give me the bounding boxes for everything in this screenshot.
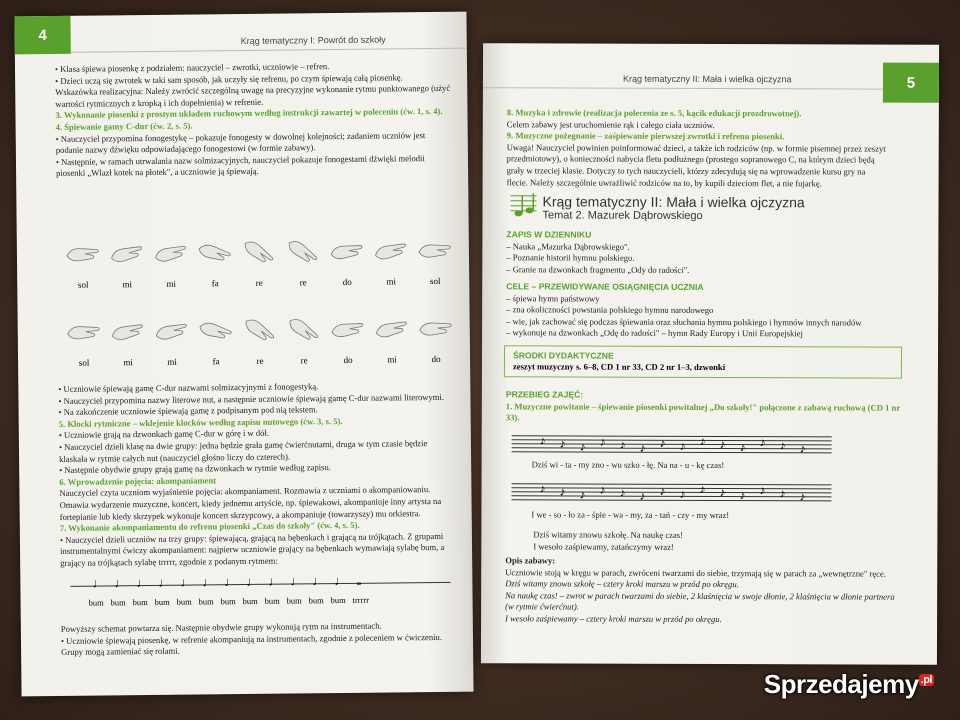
hand-sign-icon [416,308,456,348]
music-note: ♪ [659,483,666,498]
paragraph: Dziś witamy znowu szkołę – cztery kroki marszu w przód po okręgu. [505,578,739,590]
paragraph: Wskazówka realizacyjna: Należy zwrócić szczególną uwagę na precyzyjne wykonanie rytmu punktowanego (użyć wartości rytmicznych z kropką i ich dopełnienia) w refrenie. [55,83,451,109]
rhythm-syllable: bum [176,596,192,607]
paragraph: • Nauczyciel przypomina nazwy literowe nut, a następnie uczniowie śpiewają gamę C-dur nazwami literowymi. [58,391,445,406]
lyrics-line-1: Dziś wi - ta - my zno - wu szko - łę. Na na - u - kę czas! [531,459,725,471]
list-item: – śpiewa hymn państwowy [506,292,600,304]
rhythm-note: ♩ [202,574,216,590]
paragraph: Uczniowie stoją w kręgu w parach, zwróceni twarzami do siebie, trzymają się w parach za „wewnętrzne" ręce. [505,566,887,579]
hand-sign-icon [283,231,323,271]
aids-heading: ŚRODKI DYDAKTYCZNE [512,350,614,361]
goals-heading: CELE – PRZEWIDYWANE OSIĄGNIĘCIA UCZNIA [506,281,704,292]
music-note: ♪ [579,487,586,502]
music-note: ♪ [799,489,806,504]
paragraph: • Nauczyciel przypomina fonogestykę – pokazuje fonogesty w dowolnej kolejności; zadaniem uczniów jest podanie nazwy dźwięku odpowiadającego fonogestowi (w formie zabawy). [55,129,426,156]
game-heading: Opis zabawy: [505,555,556,566]
rhythm-note: ♩ [290,573,304,589]
solmization-label: mi [123,357,133,368]
hand-sign-icon [108,311,148,351]
paragraph: Celem zabawy jest uruchomienie rąk i całego ciała uczniów. [506,118,715,130]
hand-sign-icon [152,311,192,351]
solmization-label: re [255,277,263,288]
watermark-text: Sprzedajemy [763,669,919,699]
rhythm-notation [70,572,451,628]
hand-sign-icon [64,311,104,351]
game-description [505,555,905,626]
music-note: ♪ [699,481,706,496]
hand-sign-icon [284,309,324,349]
left-page [14,12,473,697]
rhythm-syllable: bum [286,595,302,606]
music-note: ♪ [559,436,566,451]
text-block-1 [55,60,451,180]
solmization-label: fa [212,356,220,367]
rhythm-note: ♩ [136,575,150,591]
rhythm-syllable: bum [132,597,148,608]
watermark-logo [764,669,934,700]
paragraph: • Uczniowie śpiewają piosenkę, w refrenie akompaniują na instrumentach, zgodnie z poleceniem w ćwiczeniu. Grupy mogą zamieniać się rolami. [60,631,443,658]
music-note: ♪ [639,488,646,503]
section-heading: 4. Śpiewanie gamy C-dur (ćw. 2, s. 5). [55,120,193,132]
rhythm-syllable: trrrrr [352,594,370,605]
hand-sign-icon [328,309,368,349]
hand-sign-icon [195,232,235,272]
list-item: – zna okoliczności powstania polskiego hymnu narodowego [506,304,714,316]
paragraph: • Uczniowie śpiewają gamę C-dur nazwami solmizacyjnymi z fonogestyką. [58,381,319,394]
solmization-label: sol [77,279,89,290]
rhythm-note: ♩ [246,573,260,589]
music-note: ♪ [619,485,626,500]
text-block-1 [507,107,887,189]
music-note: ♪ [679,486,686,501]
rhythm-note: ♩ [268,573,282,589]
hand-signs-row-2 [64,308,453,378]
hand-sign-icon [327,231,367,271]
rhythm-note: ♩ [114,575,128,591]
rhythm-note: 𝅝 [356,572,362,588]
list-item: – Nauka „Mazurka Dąbrowskiego". [506,240,630,252]
section-heading: 9. Muzyczne pożegnanie – zaśpiewanie pierwszej zwrotki i refrenu piosenki. [506,130,785,142]
solmization-label: re [300,355,308,366]
solmization-label: mi [166,278,177,289]
music-staff-2 [511,479,831,506]
music-note: ♪ [639,440,646,455]
solmization-label: mi [122,279,133,290]
solmization-label: re [256,355,264,366]
solmization-label: sol [429,275,441,287]
music-note: ♪ [599,434,606,449]
music-note: ♪ [739,440,746,455]
hand-sign-icon [239,232,279,272]
rhythm-syllable: bum [198,596,214,607]
list-item: – Granie na dzwonkach fragmentu „Ody do radości". [506,264,690,275]
solmization-label: fa [211,278,219,289]
rhythm-note: ♩ [334,572,348,589]
music-note: ♪ [719,437,726,452]
solmization-label: sol [78,357,90,368]
music-note: ♪ [699,433,706,448]
paragraph: I wesoło zaśpiewamy – cztery kroki marszu w przód po okręgu. [505,613,722,625]
theme-subtitle: Temat 2. Mazurek Dąbrowskiego [542,209,703,222]
list-item: – Poznanie historii hymnu polskiego. [506,252,635,263]
hand-sign-icon [196,310,236,350]
solmization-label: do [431,353,441,365]
paragraph: • Na zakończenie uczniowie śpiewają gamę z podpisanym pod nią tekstem. [58,404,318,418]
hand-sign-icon [107,233,147,273]
lyrics-line-2: I we - so - ło za - śpie - wa - my, za - tań - czy - my wraz! [531,509,730,521]
rhythm-note: ♩ [180,574,194,590]
rhythm-syllable: bum [110,597,126,608]
rhythm-syllable: bum [242,595,258,607]
music-note: ♪ [779,438,786,453]
paragraph: Na naukę czas! – zwrot w parach twarzami do siebie, 2 klaśnięcia w swoje dłonie, 2 klaśnięcia w dłonie partnera (w rytmie ćwierćnut). [505,590,895,612]
hand-sign-icon [63,233,103,273]
rhythm-syllable: bum [154,596,170,607]
music-note: ♪ [539,481,546,496]
section-heading: 5. Klocki rytmiczne – wklejenie klocków według zapisu nutowego (ćw. 3, s. 5). [58,415,343,429]
aids-box [504,345,902,378]
paragraph: Uwaga! Nauczyciel powinien poinformować dzieci, a także ich rodziców (np. w formie pisemnej przez zeszyt przedmiotowy), o konieczności nabycia fletu podłużnego (prostego sopranowego C, na którym dzieci będą grały w trzeciej klasie. Dotyczy to tych nauczycieli, którzy zdecydują się na wprowadzenie kursu gry na flecie. Należy szczególnie uwrażliwić rodziców na to, by kupili dzieciom flet, a nie fujarkę. [506,142,886,188]
running-head: Krąg tematyczny I: Powrót do szkoły [71,34,467,53]
rhythm-syllable: bum [88,597,104,608]
running-head: Krąg tematyczny II: Mała i wielka ojczyzna [483,73,883,89]
journal-section [506,229,886,277]
list-item: – wykonuje na dzwonkach „Odę do radości" – hymn Rady Europy i Unii Europejskiej [506,327,803,339]
text-block-2 [58,380,455,570]
page-number: 5 [883,63,939,103]
song-line: Dziś witamy znowu szkołę. Na naukę czas! [533,529,684,540]
hand-signs-row-1 [63,230,452,300]
music-note: ♪ [659,435,666,450]
goals-section [506,281,906,340]
music-note: ♪ [619,437,626,452]
rhythm-syllable: bum [308,595,324,606]
music-note: ♪ [759,435,766,450]
solmization-label: mi [386,276,397,287]
section-heading: 6. Wprowadzenie pojęcia: akompaniament [59,475,217,487]
rhythm-note: ♩ [92,575,106,591]
music-staff-1 [512,431,832,458]
theme-title: Krąg tematyczny II: Mała i wielka ojczyzna [542,193,805,211]
solmization-label: do [342,276,352,287]
music-note: ♪ [719,485,726,500]
music-note: ♪ [579,439,586,454]
paragraph: • Następnie, w ramach utrwalania nazw solmizacyjnych, nauczyciel pokazuje fonogestami dźwięki melodii piosenki „Wlazł kotek na płotek", a uczniowie ją śpiewają. [55,152,425,179]
solmization-label: mi [167,356,177,367]
music-note: ♪ [599,482,606,497]
song-line: I wesoło zaśpiewamy, zatańczymy wraz! [533,540,674,552]
music-note: ♪ [539,433,546,448]
music-note: ♪ [799,441,806,456]
solmization-label: re [299,277,307,288]
watermark-tld: .pl [920,674,932,687]
music-note-icon [510,191,536,221]
music-note: ♪ [779,486,786,501]
right-page [481,43,939,665]
paragraph: Powyższy schemat powtarza się. Następnie obydwie grupy wykonują rytm na instrumentach. [60,620,382,634]
paragraph: • Uczniowie grają na dzwonkach gamę C-dur w górę i w dół. [58,428,270,441]
lesson-intro [506,389,906,425]
text-block-3 [61,620,456,659]
journal-heading: ZAPIS W DZIENNIKU [506,229,592,240]
hand-sign-icon [240,310,280,350]
rhythm-note: ♩ [158,574,172,590]
rhythm-note: ♩ [312,573,326,589]
rhythm-syllable: bum [220,596,236,607]
list-item: – wie, jak zachować się podczas śpiewania oraz słuchania hymnu polskiego i hymnów innych narodów [506,316,862,328]
song-text [533,529,833,553]
rhythm-syllable: bum [264,595,280,606]
music-note: ♪ [739,488,746,503]
hand-sign-icon [372,308,412,348]
section-heading: 1. Muzyczne powitanie – śpiewanie piosenki powitalnej „Do szkoły!" połączone z zabawą ruchową (CD 1 nr 33). [505,400,901,423]
lesson-heading: PRZEBIEG ZAJĘĆ: [505,389,584,400]
aids-text: zeszyt muzyczny s. 6–8, CD 1 nr 33, CD 2 nr 1–3, dzwonki [512,361,726,373]
paragraph: • Klasa śpiewa piosenkę z podziałem: nauczyciel – zwrotki, uczniowie – refren. [54,61,330,74]
section-heading: 8. Muzyka i zdrowie (realizacja polecenia ze s. 5, kącik edukacji prozdrowotnej). [506,107,802,119]
rhythm-syllable: bum [330,594,346,606]
music-note: ♪ [679,438,686,453]
hand-sign-icon [415,230,455,270]
hand-sign-icon [371,230,411,270]
rhythm-note: ♩ [224,574,238,590]
music-note: ♪ [759,483,766,498]
paragraph: Nauczyciel czyta uczniom wyjaśnienie pojęcia: akompaniament. Rozmawia z uczniami o akompaniowaniu. Omawia wydarzenie muzyczne, koncert, kiedy jednemu artyście, np. śpiewakowi, akompaniuje inny artysta na fortepianie lub kiedy skrzypek wykonuje koncert skrzypcowy, a akompaniuje (towarzyszy) mu orkiestra. [59,484,442,522]
solmization-label: do [343,354,353,365]
page-number: 4 [14,16,70,55]
paragraph: • Nauczyciel dzieli klasę na dwie grupy: jedna będzie grała gamę ćwierćnutami, druga w tym czasie będzie klaskała w rytmie całych nut (nauczyciel głośno liczy do czterech). [58,438,428,464]
paragraph: • Dzieci uczą się zwrotek w taki sam sposób, jak uczyły się refrenu, po czym śpiewają całą piosenkę. [55,71,403,86]
paragraph: • Następnie obydwie grupy grają gamę na dzwonkach w rytmie według zapisu. [59,462,331,476]
hand-sign-icon [151,233,191,273]
section-heading: 7. Wykonanie akompaniamentu do refrenu piosenki „Czas do szkoły" (ćw. 4, s. 5). [59,519,360,534]
music-note: ♪ [559,484,566,499]
paragraph: • Nauczyciel dzieli uczniów na trzy grupy: śpiewającą, grającą na bębenkach i grającą na trójkątach. Z grupami instrumentalnymi ćwiczy akompaniament: najpierw uczniowie grający na bębenkach wymawiają sylabę bum, a grający na trójkątach sylabę trrrrr, zgodnie z podanym rytmem: [59,530,445,568]
solmization-label: mi [387,354,397,365]
section-heading: 3. Wykonanie piosenki z prostym układem ruchowym według instrukcji zawartej w poleceniu (ćw. 1, s. 4). [55,106,443,121]
